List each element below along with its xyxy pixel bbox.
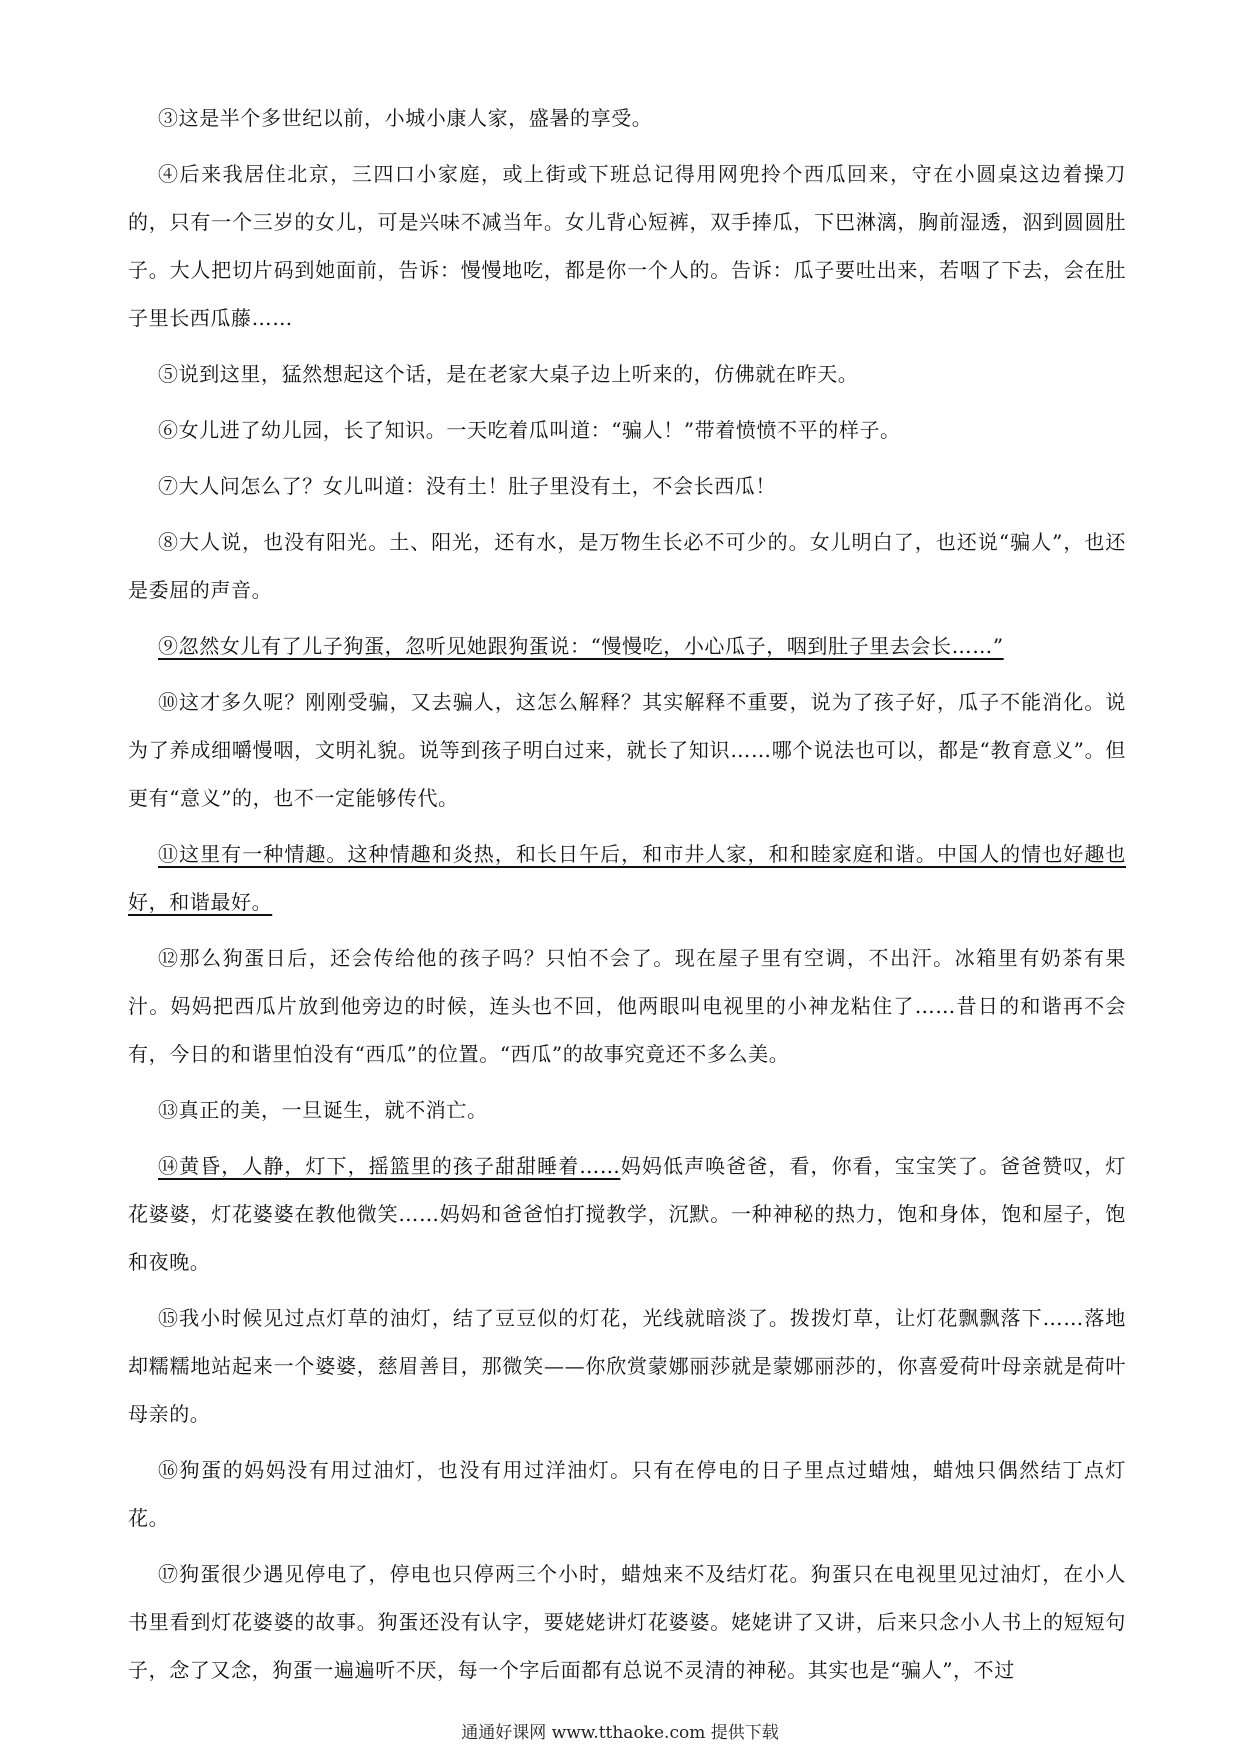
article-body [128,94,1126,1702]
paragraph-text: ⑯狗蛋的妈妈没有用过油灯，也没有用过洋油灯。只有在停电的日子里点过蜡烛，蜡烛只偶然结丁点灯花。 [128,1458,1126,1530]
paragraph-p3 [128,94,1126,142]
paragraph-p4 [128,150,1126,342]
page-footer: 通通好课网 www.tthaoke.com 提供下载 [461,1723,779,1743]
underlined-text: ⑨忽然女儿有了儿子狗蛋，忽听见她跟狗蛋说：“慢慢吃，小心瓜子，咽到肚子里去会长……” [158,634,1004,658]
paragraph-text: ⑩这才多久呢？刚刚受骗，又去骗人，这怎么解释？其实解释不重要，说为了孩子好，瓜子不能消化。说为了养成细嚼慢咽，文明礼貌。说等到孩子明白过来，就长了知识……哪个说法也可以，都是“教育意义”。但更有“意义”的，也不一定能够传代。 [128,690,1126,810]
paragraph-text: ④后来我居住北京，三四口小家庭，或上街或下班总记得用网兜拎个西瓜回来，守在小圆桌这边着操刀的，只有一个三岁的女儿，可是兴味不减当年。女儿背心短裤，双手捧瓜，下巴淋漓，胸前湿透，泅到圆圆肚子。大人把切片码到她面前，告诉：慢慢地吃，都是你一个人的。告诉：瓜子要吐出来，若咽了下去，会在肚子里长西瓜藤…… [128,162,1126,330]
paragraph-p17 [128,1550,1126,1694]
paragraph-text: ⑤说到这里，猛然想起这个话，是在老家大桌子边上听来的，仿佛就在昨天。 [158,362,859,386]
paragraph-text: ⑧大人说，也没有阳光。土、阳光，还有水，是万物生长必不可少的。女儿明白了，也还说“骗人”，也还是委屈的声音。 [128,530,1126,602]
paragraph-text: ⑥女儿进了幼儿园，长了知识。一天吃着瓜叫道：“骗人！”带着愤愤不平的样子。 [158,418,901,442]
paragraph-text: ⑰狗蛋很少遇见停电了，停电也只停两三个小时，蜡烛来不及结灯花。狗蛋只在电视里见过油灯，在小人书里看到灯花婆婆的故事。狗蛋还没有认字，要姥姥讲灯花婆婆。姥姥讲了又讲，后来只念小人书上的短短句子，念了又念，狗蛋一遍遍听不厌，每一个字后面都有总说不灵清的神秘。其实也是“骗人”，不过 [128,1562,1126,1682]
paragraph-p14 [128,1142,1126,1286]
paragraph-text: 妈妈低声唤爸爸，看，你看，宝宝笑了。爸爸赞叹，灯花婆婆，灯花婆婆在教他微笑……妈妈和爸爸怕打搅教学，沉默。一种神秘的热力，饱和身体，饱和屋子，饱和夜晚。 [128,1154,1126,1274]
underlined-text: ⑪这里有一种情趣。这种情趣和炎热，和长日午后，和市井人家，和和睦家庭和谐。中国人的情也好趣也好，和谐最好。 [128,842,1126,914]
paragraph-p8 [128,518,1126,614]
paragraph-p9 [128,622,1126,670]
paragraph-p16 [128,1446,1126,1542]
paragraph-p11 [128,830,1126,926]
paragraph-p6 [128,406,1126,454]
paragraph-p7 [128,462,1126,510]
paragraph-p12 [128,934,1126,1078]
paragraph-text: ⑮我小时候见过点灯草的油灯，结了豆豆似的灯花，光线就暗淡了。拨拨灯草，让灯花飘飘落下……落地却糯糯地站起来一个婆婆，慈眉善目，那微笑——你欣赏蒙娜丽莎就是蒙娜丽莎的，你喜爱荷叶母亲就是荷叶母亲的。 [128,1306,1126,1426]
paragraph-text: ③这是半个多世纪以前，小城小康人家，盛暑的享受。 [158,106,653,130]
underlined-text: ⑭黄昏，人静，灯下，摇篮里的孩子甜甜睡着…… [158,1154,621,1178]
paragraph-p10 [128,678,1126,822]
paragraph-text: ⑫那么狗蛋日后，还会传给他的孩子吗？只怕不会了。现在屋子里有空调，不出汗。冰箱里有奶茶有果汁。妈妈把西瓜片放到他旁边的时候，连头也不回，他两眼叫电视里的小神龙粘住了……昔日的和谐再不会有，今日的和谐里怕没有“西瓜”的位置。“西瓜”的故事究竟还不多么美。 [128,946,1126,1066]
paragraph-text: ⑦大人问怎么了？女儿叫道：没有土！肚子里没有土，不会长西瓜！ [158,474,776,498]
paragraph-p15 [128,1294,1126,1438]
paragraph-p13 [128,1086,1126,1134]
paragraph-p5 [128,350,1126,398]
paragraph-text: ⑬真正的美，一旦诞生，就不消亡。 [158,1098,488,1122]
